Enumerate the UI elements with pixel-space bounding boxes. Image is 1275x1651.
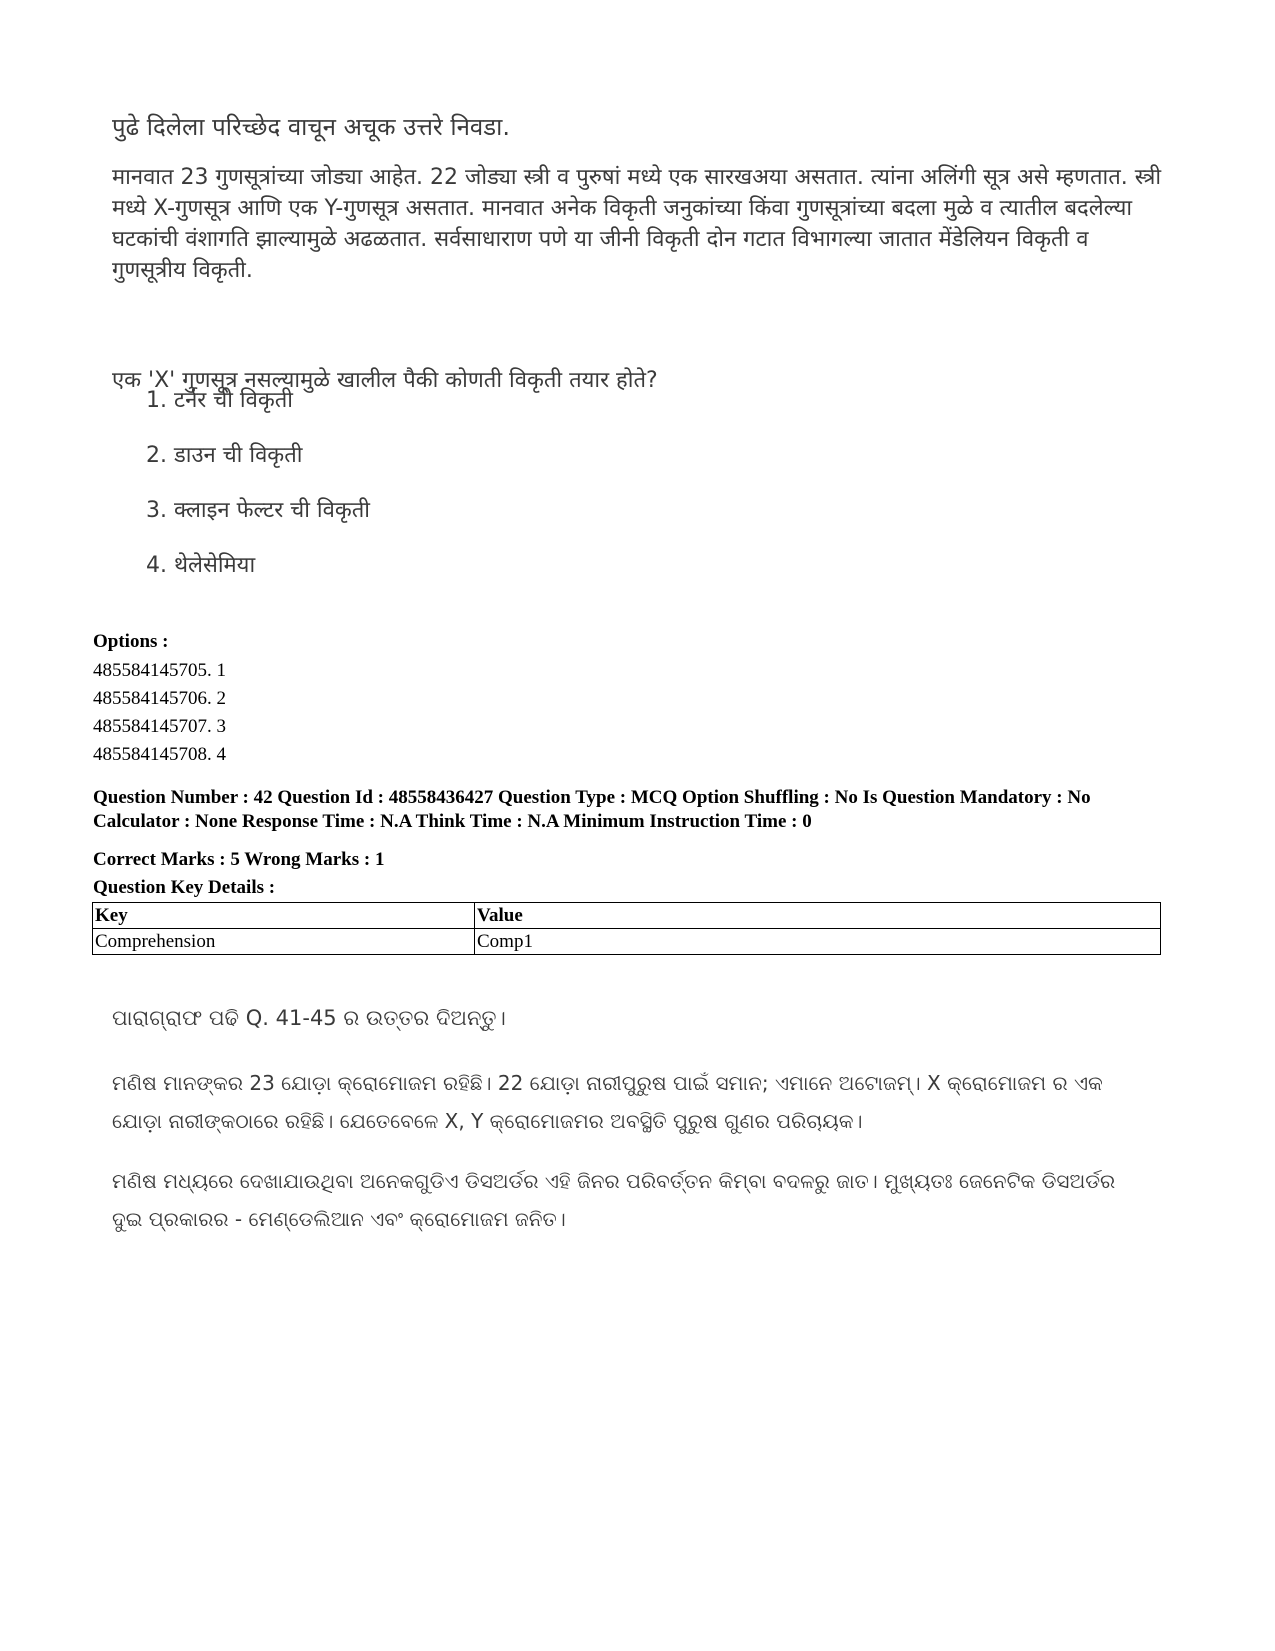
table-header-key: Key: [93, 903, 475, 929]
odia-passage-2: ମଣିଷ ମଧ୍ୟରେ ଦେଖାଯାଉଥିବା ଅନେକଗୁଡିଏ ଡିସଅର୍ଡର ଏହି ଜିନର ପରିବର୍ତ୍ତନ କିମ୍ବା ବଦଳରୁ ଜାତ। ମୁଖ୍ୟତଃ ଜେନେଟିକ ଡିସଅର୍ଡର ଦୁଇ ପ୍ରକାରର - ମେଣ୍ଡେଲିଆନ ଏବଂ କ୍ରୋମୋଜମ ଜନିତ।: [112, 1169, 1116, 1231]
marathi-option-2: 2. डाउन ची विकृती: [146, 443, 303, 468]
odia-passage-1: ମଣିଷ ମାନଙ୍କର 23 ଯୋଡ଼ା କ୍ରୋମୋଜମ ରହିଛି। 22 ଯୋଡ଼ା ନାରୀପୁରୁଷ ପାଇଁ ସମାନ; ଏମାନେ ଅଟୋଜମ୍। X କ୍ରୋମୋଜମ ର ଏକ ଯୋଡ଼ା ନାରୀଙ୍କଠାରେ ରହିଛି। ଯେତେବେଳେ X, Y କ୍ରୋମୋଜମର ଅବସ୍ଥିତି ପୁରୁଷ ଗୁଣର ପରିଚାୟକ।: [112, 1071, 1103, 1133]
option-item: 485584145705. 1: [93, 660, 226, 681]
table-header-row: [93, 903, 1161, 929]
options-list: [93, 657, 226, 769]
marathi-question: एक 'X' गुणसूत्र नसल्यामुळे खालील पैकी कोणती विकृती तयार होते?: [112, 368, 658, 393]
option-item: 485584145707. 3: [93, 716, 226, 737]
option-item: 485584145706. 2: [93, 688, 226, 709]
odia-instruction: ପାରାଗ୍ରାଫ ପଢି Q. 41-45 ର ଉତ୍ତର ଦିଅନ୍ତୁ।: [112, 1006, 506, 1030]
question-meta: Question Number : 42 Question Id : 48558436427 Question Type : MCQ Option Shuffling : No Is Question Mandatory : No Calculator : None Response Time : N.A Think Time : N.A Minimum Instruction Time : 0: [93, 787, 1091, 832]
table-row: [93, 929, 1161, 955]
marathi-instruction: पुढे दिलेला परिच्छेद वाचून अचूक उत्तरे निवडा.: [112, 113, 510, 141]
key-details-heading: Question Key Details :: [93, 877, 276, 898]
marathi-option-1: 1. टर्नर ची विकृती: [146, 388, 293, 413]
table-cell-key: Comprehension: [93, 929, 475, 955]
option-item: 485584145708. 4: [93, 744, 226, 765]
marks-line: Correct Marks : 5 Wrong Marks : 1: [93, 849, 385, 870]
marathi-option-3: 3. क्लाइन फेल्टर ची विकृती: [146, 498, 370, 523]
marathi-option-4: 4. थेलेसेमिया: [146, 553, 256, 578]
marathi-passage: मानवात 23 गुणसूत्रांच्या जोड्या आहेत. 22 जोड्या स्त्री व पुरुषां मध्ये एक सारखअया असतात. त्यांना अलिंगी सूत्र असे म्हणतात. स्त्री मध्ये X-गुणसूत्र आणि एक Y-गुणसूत्र असतात. मानवात अनेक विकृती जनुकांच्या किंवा गुणसूत्रांच्या बदला मुळे व त्यातील बदलेल्या घटकांची वंशागति झाल्यामुळे अढळतात. सर्वसाधाराण पणे या जीनी विकृती दोन गटात विभागल्या जातात मेंडेलियन विकृती व गुणसूत्रीय विकृती.: [112, 165, 1162, 283]
table-cell-value: Comp1: [475, 929, 1161, 955]
table-header-value: Value: [475, 903, 1161, 929]
key-details-table: [92, 902, 1161, 955]
options-heading: Options :: [93, 631, 169, 652]
